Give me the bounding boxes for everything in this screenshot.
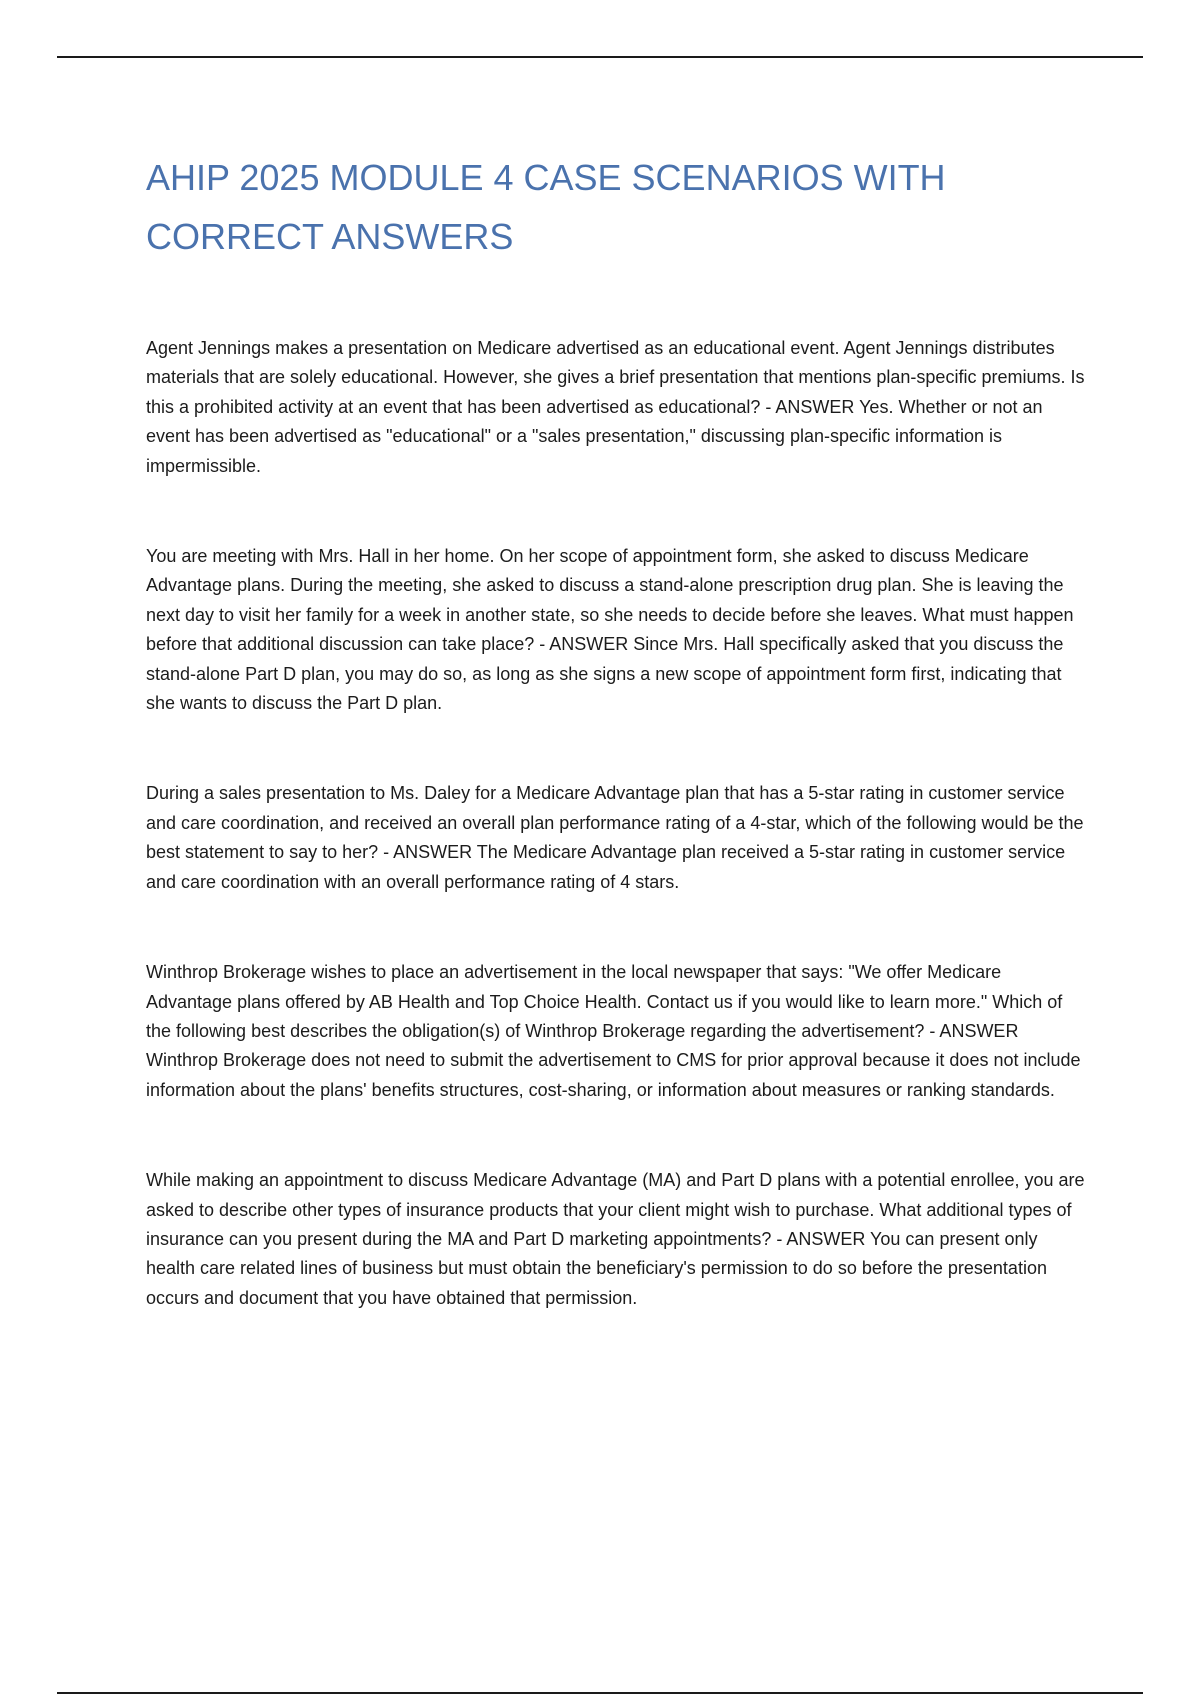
document-title: AHIP 2025 MODULE 4 CASE SCENARIOS WITH CORRECT ANSWERS bbox=[146, 157, 946, 257]
document-body bbox=[146, 148, 1086, 1313]
case-scenario-2: You are meeting with Mrs. Hall in her home. On her scope of appointment form, she asked to discuss Medicare Advantage plans. During the meeting, she asked to discuss a stand-alone prescription drug plan. She is leaving the next day to visit her family for a week in another state, so she needs to decide before she leaves. What must happen before that additional discussion can take place? - ANSWER Since Mrs. Hall specifically asked that you discuss the stand-alone Part D plan, you may do so, as long as she signs a new scope of appointment form first, indicating that she wants to discuss the Part D plan. bbox=[146, 546, 1074, 714]
case-scenario-4: Winthrop Brokerage wishes to place an advertisement in the local newspaper that says: "We offer Medicare Advantage plans offered by AB Health and Top Choice Health. Contact us if you would like to learn more." Which of the following best describes the obligation(s) of Winthrop Brokerage regarding the advertisement? - ANSWER Winthrop Brokerage does not need to submit the advertisement to CMS for prior approval because it does not include information about the plans' benefits structures, cost-sharing, or information about measures or ranking standards. bbox=[146, 962, 1081, 1100]
bottom-divider bbox=[57, 1692, 1143, 1694]
top-divider bbox=[57, 56, 1143, 58]
case-scenario-5: While making an appointment to discuss Medicare Advantage (MA) and Part D plans with a potential enrollee, you are asked to describe other types of insurance products that your client might wish to purchase. What additional types of insurance can you present during the MA and Part D marketing appointments? - ANSWER You can present only health care related lines of business but must obtain the beneficiary's permission to do so before the presentation occurs and document that you have obtained that permission. bbox=[146, 1170, 1085, 1308]
case-scenario-1: Agent Jennings makes a presentation on Medicare advertised as an educational event. Agent Jennings distributes materials that are solely educational. However, she gives a brief presentation that mentions plan-specific premiums. Is this a prohibited activity at an event that has been advertised as educational? - ANSWER Yes. Whether or not an event has been advertised as "educational" or a "sales presentation," discussing plan-specific information is impermissible. bbox=[146, 338, 1085, 476]
case-scenario-3: During a sales presentation to Ms. Daley for a Medicare Advantage plan that has a 5-star rating in customer service and care coordination, and received an overall plan performance rating of a 4-star, which of the following would be the best statement to say to her? - ANSWER The Medicare Advantage plan received a 5-star rating in customer service and care coordination with an overall performance rating of 4 stars. bbox=[146, 783, 1084, 892]
